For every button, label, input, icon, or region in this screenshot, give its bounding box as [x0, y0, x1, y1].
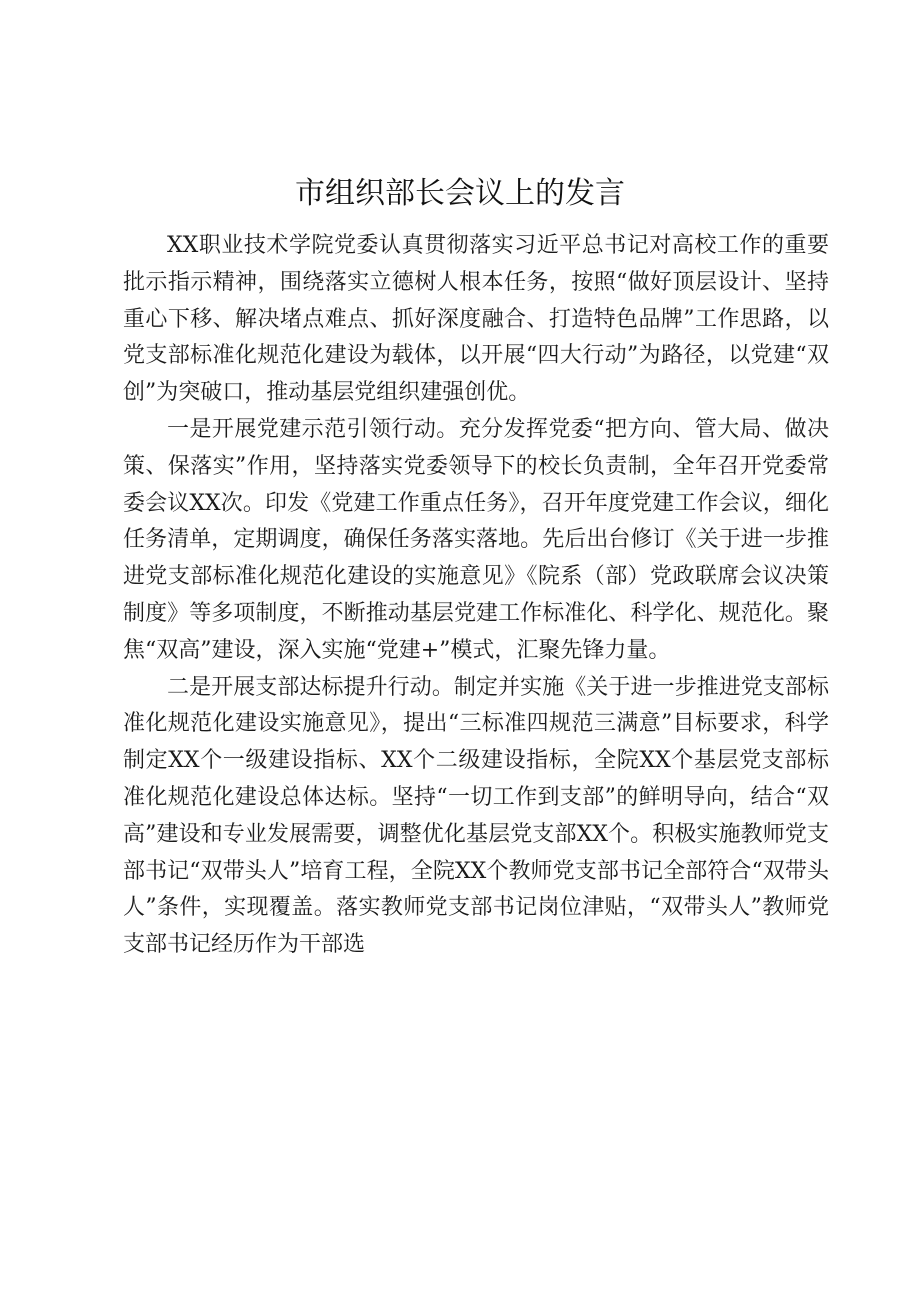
document-body	[123, 228, 829, 964]
paragraph-action-two: 二是开展支部达标提升行动。制定并实施《关于进一步推进党支部标准化规范化建设实施意见》，提出“三标准四规范三满意”目标要求，科学制定XX个一级建设指标、XX个二级建设指标，全院XX个基层党支部标准化规范化建设总体达标。坚持“一切工作到支部”的鲜明导向，结合“双高”建设和专业发展需要，调整优化基层党支部XX个。积极实施教师党支部书记“双带头人”培育工程，全院XX个教师党支部书记全部符合“双带头人”条件，实现覆盖。落实教师党支部书记岗位津贴，“双带头人”教师党支部书记经历作为干部选	[123, 674, 829, 958]
paragraph-intro: XX职业技术学院党委认真贯彻落实习近平总书记对高校工作的重要批示指示精神，围绕落实立德树人根本任务，按照“做好顶层设计、坚持重心下移、解决堵点难点、抓好深度融合、打造特色品牌”工作思路，以党支部标准化规范化建设为载体，以开展“四大行动”为路径，以党建“双创”为突破口，推动基层党组织建强创优。	[123, 233, 829, 406]
paragraph-action-one: 一是开展党建示范引领行动。充分发挥党委“把方向、管大局、做决策、保落实”作用，坚持落实党委领导下的校长负责制，全年召开党委常委会议XX次。印发《党建工作重点任务》，召开年度党建工作会议，细化任务清单，定期调度，确保任务落实落地。先后出台修订《关于进一步推进党支部标准化规范化建设的实施意见》《院系（部）党政联席会议决策制度》等多项制度，不断推动基层党建工作标准化、科学化、规范化。聚焦“双高”建设，深入实施“党建+”模式，汇聚先锋力量。	[123, 416, 829, 663]
document-title: 市组织部长会议上的发言	[295, 176, 625, 211]
